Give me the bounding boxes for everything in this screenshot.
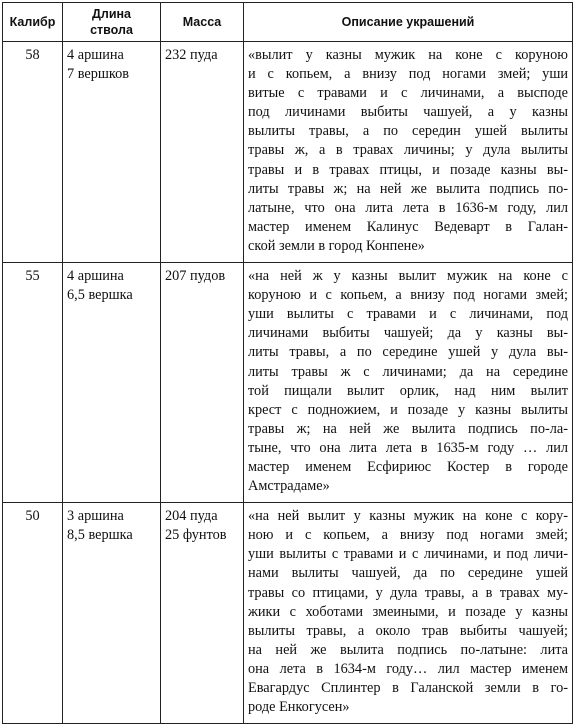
header-length <box>63 3 161 42</box>
cell-mass-line: 207 пудов <box>165 268 226 285</box>
cell-description-line: под личинами выбиты чашуей, а у казны <box>248 104 568 121</box>
cell-length <box>63 42 161 263</box>
header-caliber: Калибр <box>3 3 63 42</box>
table-row <box>3 503 573 724</box>
cell-description-line: уши вылиты с травами и с личинами, и под личи- <box>248 546 568 563</box>
cell-description-line: литы травы ж; на ней же вылита подпись по- <box>248 180 568 197</box>
cell-description-line: литы травы ж с личинами; да на середине <box>248 363 568 380</box>
cell-caliber: 55 <box>3 263 63 503</box>
cell-mass <box>161 42 244 263</box>
cell-length-line: 4 аршина <box>67 47 124 63</box>
cell-description-line: вылиты травы, а по середин ушей вылиты <box>248 123 568 140</box>
cell-description-line: нами вылиты чашуей, да по середине ушей <box>248 565 568 582</box>
header-description: Описание украшений <box>244 3 573 42</box>
cell-description-line: тыне, что она лита лета в 1635-м году … лил <box>248 439 568 456</box>
cell-caliber: 50 <box>3 503 63 724</box>
cell-description-line: коруною и с копьем, а внизу под ногами змей; <box>248 287 568 304</box>
cell-description-line: той пищали вылит орлик, над ним вылит <box>248 382 568 399</box>
cell-description-line: травы ж; на ней же вылита подпись по-ла- <box>248 420 568 437</box>
cannon-table <box>2 2 573 724</box>
cell-caliber: 58 <box>3 42 63 263</box>
header-length-line: Длина <box>91 7 132 21</box>
cell-description-line: Амстрадаме» <box>248 478 330 495</box>
cell-description-line: она лета в 1634-м году… лил мастер именем <box>248 660 568 677</box>
cell-length <box>63 503 161 724</box>
cell-description-line: крест с подножием, и позаде у казны вылиты <box>248 401 568 418</box>
cell-description-line: мастер именем Калинус Ведеварт в Галан- <box>248 218 568 235</box>
cell-length-line: 3 аршина <box>67 508 124 525</box>
header-length-line: ствола <box>90 23 133 37</box>
cell-description-line: травы со птицами, у дула травы, а в травах му- <box>248 584 568 601</box>
cell-description-line: ской земли в город Конпене» <box>248 237 425 254</box>
header-mass: Масса <box>161 3 244 42</box>
cell-description-line: «на ней вылит у казны мужик на коне с кору- <box>248 508 568 525</box>
cell-mass-line: 232 пуда <box>165 47 218 63</box>
table-row <box>3 263 573 503</box>
cell-description-line: литы травы, а по середине ушей у дула вы- <box>248 344 568 361</box>
header-row <box>3 3 573 42</box>
table-row <box>3 42 573 263</box>
cell-description-line: травы ж, а в травах личины; у дула вылиты <box>248 142 568 159</box>
cell-description-line: мастер именем Есфириюс Костер в городе <box>248 458 568 475</box>
cell-length <box>63 263 161 503</box>
cell-length-line: 7 вершков <box>67 66 130 83</box>
cell-description-line: «на ней ж у казны вылит мужик на коне с <box>248 268 568 285</box>
cell-description-line: латыне, что она лита лета в 1636-м году, лил <box>248 199 568 216</box>
cell-description-line: Евагардус Сплинтер в Галанской земли в го- <box>248 680 568 696</box>
cell-description-line: на ней же вылита подпись по-латыне: лита <box>248 641 568 658</box>
cell-description-line: и с копьем, а внизу под ногами змей; уши <box>248 66 568 83</box>
cell-length-line: 6,5 вершка <box>67 287 133 304</box>
cell-description-line: вылиты травы, а около трав выбиты чашуей; <box>248 622 568 639</box>
cell-description-line: травы и в травах птицы, и позаде казны вы- <box>248 161 568 178</box>
cell-mass-line: 25 фунтов <box>165 527 227 544</box>
cell-mass <box>161 263 244 503</box>
cell-description-line: роде Енкогусен» <box>248 699 350 716</box>
cell-mass <box>161 503 244 724</box>
cell-description-line: «вылит у казны мужик на коне с коруною <box>248 47 568 63</box>
cell-description <box>244 503 573 724</box>
cell-description-line: жики с хоботами змеиными, и позаде у казны <box>248 603 568 620</box>
cell-description <box>244 42 573 263</box>
cell-description-line: уши вылиты с травами и с личинами, под <box>248 306 568 323</box>
cell-mass-line: 204 пуда <box>165 508 218 525</box>
cell-description <box>244 263 573 503</box>
cell-description-line: ною и с копьем, а внизу под ногами змей; <box>248 527 568 544</box>
cell-length-line: 8,5 вершка <box>67 527 133 544</box>
cell-description-line: витые с травами и с личинами, а высподе <box>248 85 568 102</box>
cell-description-line: личинами выбиты чашуей; да у казны вы- <box>248 325 568 342</box>
cell-length-line: 4 аршина <box>67 268 124 285</box>
